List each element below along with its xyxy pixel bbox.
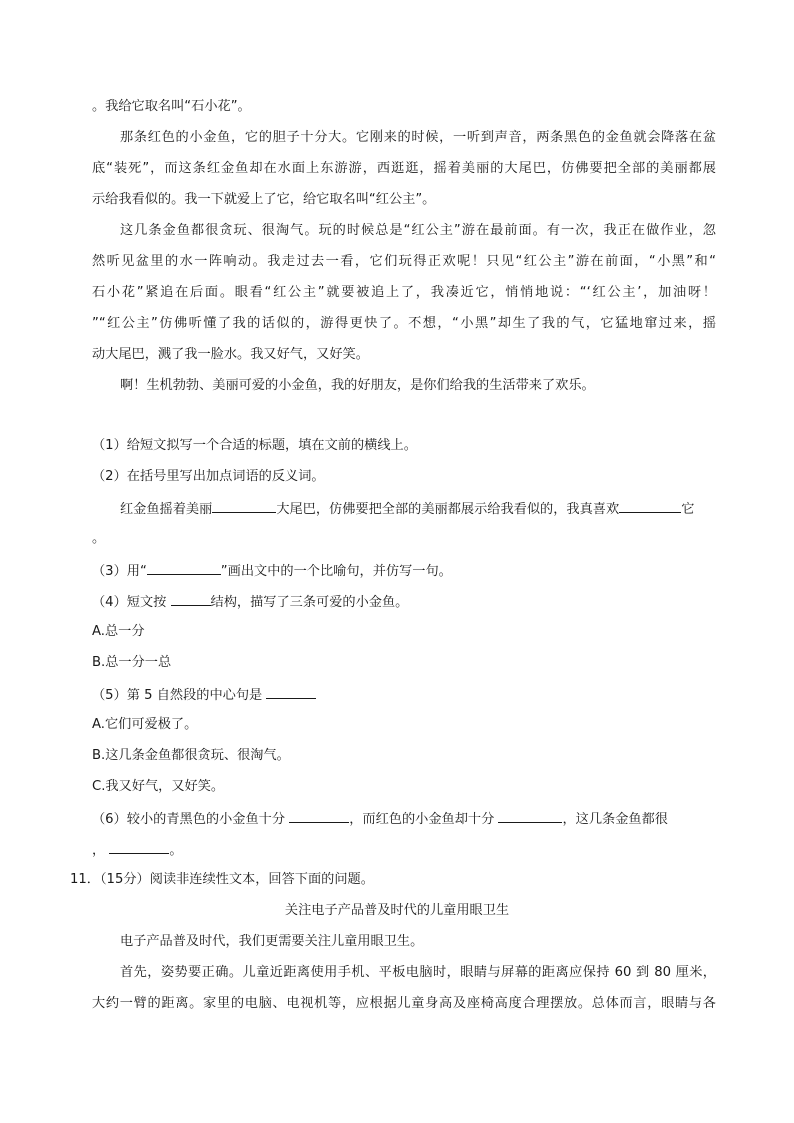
story-paragraph-tail: 。我给它取名叫“石小花”。 xyxy=(92,99,251,114)
answer-blank[interactable] xyxy=(109,839,169,854)
question-6-text-e: 。 xyxy=(169,843,183,858)
question-5-option-a: A.它们可爱极了。 xyxy=(92,717,198,732)
passage-paragraph-2-line-2: 大约一臂的距离。家里的电脑、电视机等，应根据儿童身高及座椅高度合理摆放。总体而言，眼睛与各 xyxy=(92,996,716,1011)
question-6-text-c: ，这几条金鱼都很 xyxy=(562,812,668,827)
question-6-text-a: （6）较小的青黑色的小金鱼十分 xyxy=(92,812,286,827)
story-paragraph-3-line-5: 动大尾巴，溅了我一脸水。我又好气，又好笑。 xyxy=(92,347,369,362)
question-3 xyxy=(92,560,452,582)
question-5-text: （5）第 5 自然段的中心句是 xyxy=(92,688,263,703)
question-5 xyxy=(92,684,316,706)
story-paragraph-3-line-2: 然听见盆里的水一阵响动。我走过去一看，它们玩得正欢呢！只见“红公主”游在前面，“小黑”和“ xyxy=(92,254,716,269)
question-2-sentence xyxy=(120,498,694,520)
question-2-text-b: 大尾巴，仿佛要把全部的美丽都展示给我看似的，我真喜欢 xyxy=(276,502,620,517)
question-1: （1）给短文拟写一个合适的标题，填在文前的横线上。 xyxy=(92,438,417,453)
question-2: （2）在括号里写出加点词语的反义词。 xyxy=(92,469,325,484)
story-paragraph-2-line-2: 底“装死”，而这条红金鱼却在水面上东游游，西逛逛，摇着美丽的大尾巴，仿佛要把全部的美丽都展 xyxy=(92,161,716,176)
answer-blank[interactable] xyxy=(212,498,276,513)
question-4 xyxy=(92,591,408,613)
question-2-text-c: 它 xyxy=(681,502,695,517)
answer-blank[interactable] xyxy=(147,560,221,575)
question-4-option-b: B.总一分一总 xyxy=(92,655,172,670)
question-6-text-b: ，而红色的小金鱼却十分 xyxy=(349,812,495,827)
story-paragraph-4: 啊！生机勃勃、美丽可爱的小金鱼，我的好朋友，是你们给我的生活带来了欢乐。 xyxy=(120,378,595,393)
question-2-text-a: 红金鱼摇着美丽 xyxy=(120,502,213,517)
story-paragraph-2-line-1: 那条红色的小金鱼，它的胆子十分大。它刚来的时候，一听到声音，两条黑色的金鱼就会降落在盆 xyxy=(120,130,716,145)
question-6 xyxy=(92,808,668,830)
answer-blank[interactable] xyxy=(171,591,211,606)
question-3-text-b: ”画出文中的一个比喻句，并仿写一句。 xyxy=(220,564,452,579)
question-6-text-d: ， xyxy=(92,843,106,858)
answer-blank[interactable] xyxy=(619,498,681,513)
story-paragraph-3-line-3: 石小花”紧追在后面。眼看“红公主”就要被追上了，我凑近它，悄悄地说：“‘红公主’，加油呀！ xyxy=(92,285,716,300)
passage-paragraph-2-line-1: 首先，姿势要正确。儿童近距离使用手机、平板电脑时，眼睛与屏幕的距离应保持 60 到 80 厘米， xyxy=(120,965,716,980)
question-5-option-b: B.这几条金鱼都很贪玩、很淘气。 xyxy=(92,748,290,763)
passage-title: 关注电子产品普及时代的儿童用眼卫生 xyxy=(284,903,510,918)
story-paragraph-3-line-4: ”“红公主”仿佛听懂了我的话似的，游得更快了。不想，“小黑”却生了我的气，它猛地窜过来，摇 xyxy=(92,316,716,331)
question-3-text-a: （3）用“ xyxy=(92,564,147,579)
passage-paragraph-1: 电子产品普及时代，我们更需要关注儿童用眼卫生。 xyxy=(120,934,424,949)
question-4-option-a: A.总一分 xyxy=(92,624,145,639)
answer-blank[interactable] xyxy=(266,684,316,699)
question-2-sentence-end: 。 xyxy=(92,531,106,546)
answer-blank[interactable] xyxy=(498,808,562,823)
question-4-text-a: （4）短文按 xyxy=(92,595,167,610)
answer-blank[interactable] xyxy=(289,808,349,823)
story-paragraph-3-line-1: 这几条金鱼都很贪玩、很淘气。玩的时候总是“红公主”游在最前面。有一次，我正在做作业，忽 xyxy=(120,223,716,238)
question-11-header: 11．（15分）阅读非连续性文本，回答下面的问题。 xyxy=(70,872,374,887)
question-4-text-b: 结构，描写了三条可爱的小金鱼。 xyxy=(210,595,409,610)
question-5-option-c: C.我又好气，又好笑。 xyxy=(92,779,225,794)
story-paragraph-2-line-3: 示给我看似的。我一下就爱上了它，给它取名叫“红公主”。 xyxy=(92,192,436,207)
question-6-continued xyxy=(92,839,183,861)
